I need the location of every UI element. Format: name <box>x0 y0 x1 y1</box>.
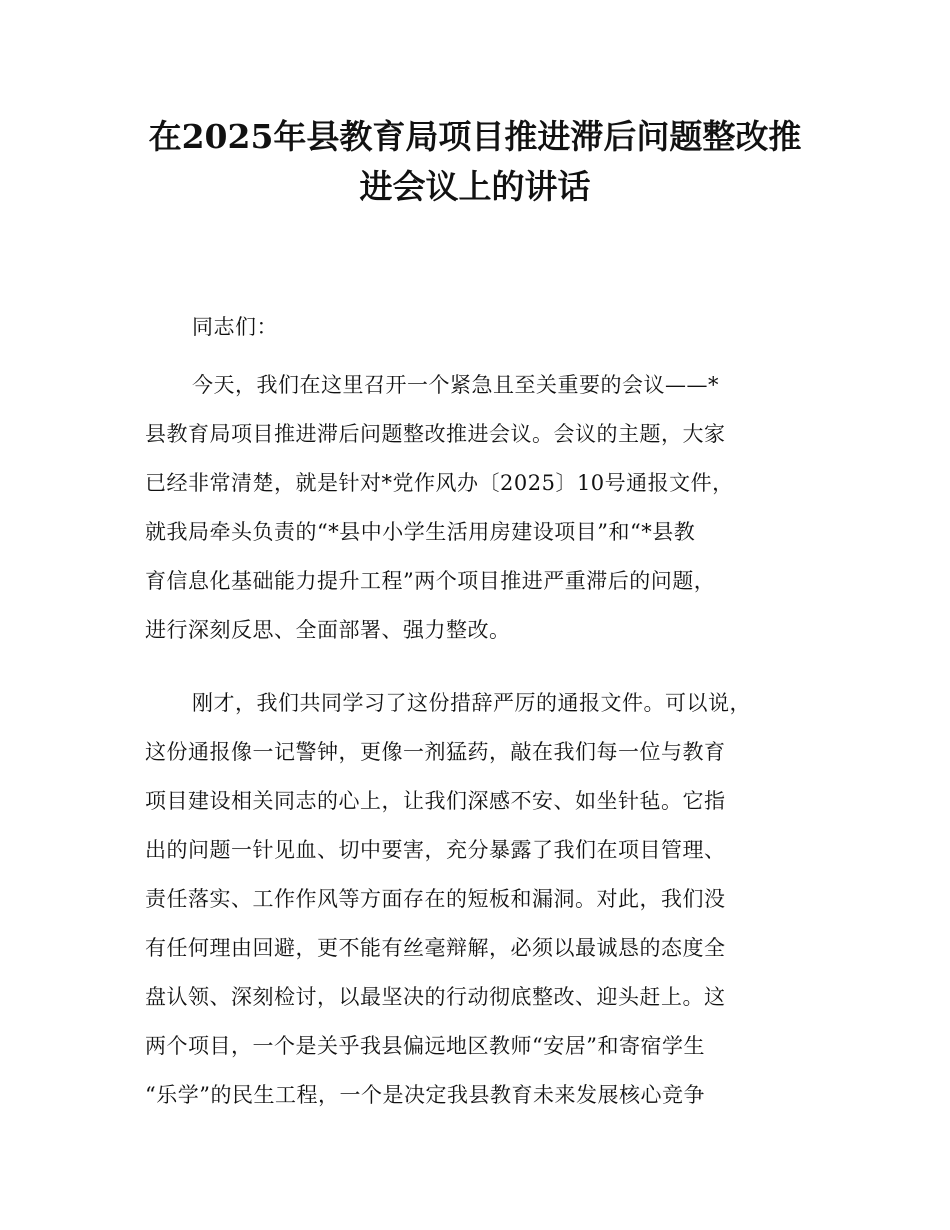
paragraph-line: 县教育局项目推进滞后问题整改推进会议。会议的主题，大家 <box>145 422 726 446</box>
paragraph-line: 这份通报像一记警钟，更像一剂猛药，敲在我们每一位与教育 <box>145 740 726 764</box>
paragraph-line: 出的问题一针见血、切中要害，充分暴露了我们在项目管理、 <box>145 838 726 862</box>
paragraph-line: 进行深刻反思、全面部署、强力整改。 <box>145 618 511 642</box>
paragraph-line: 盘认领、深刻检讨，以最坚决的行动彻底整改、迎头赶上。这 <box>145 985 726 1009</box>
paragraph-1 <box>145 361 825 655</box>
paragraph-2 <box>145 679 825 1120</box>
paragraph-line: 有任何理由回避，更不能有丝毫辩解，必须以最诚恳的态度全 <box>145 936 726 960</box>
paragraph-line: 两个项目，一个是关乎我县偏远地区教师“安居”和寄宿学生 <box>145 1034 705 1058</box>
paragraph-line: 刚才，我们共同学习了这份措辞严厉的通报文件。可以说， <box>192 691 751 715</box>
paragraph-line: 今天，我们在这里召开一个紧急且至关重要的会议——* <box>192 373 719 397</box>
paragraph-line: 责任落实、工作作风等方面存在的短板和漏洞。对此，我们没 <box>145 887 726 911</box>
title-line-1: 在2025年县教育局项目推进滞后问题整改推 <box>148 117 802 156</box>
document-title <box>120 112 830 212</box>
paragraph-line: 就我局牵头负责的“*县中小学生活用房建设项目”和“*县教 <box>145 520 696 544</box>
paragraph-line: “乐学”的民生工程，一个是决定我县教育未来发展核心竞争 <box>145 1083 705 1107</box>
salutation: 同志们： <box>192 315 278 339</box>
paragraph-line: 已经非常清楚，就是针对*党作风办〔2025〕10号通报文件， <box>145 471 734 495</box>
paragraph-line: 育信息化基础能力提升工程”两个项目推进严重滞后的问题， <box>145 569 716 593</box>
title-line-2: 进会议上的讲话 <box>359 167 591 206</box>
paragraph-line: 项目建设相关同志的心上，让我们深感不安、如坐针毡。它指 <box>145 789 726 813</box>
